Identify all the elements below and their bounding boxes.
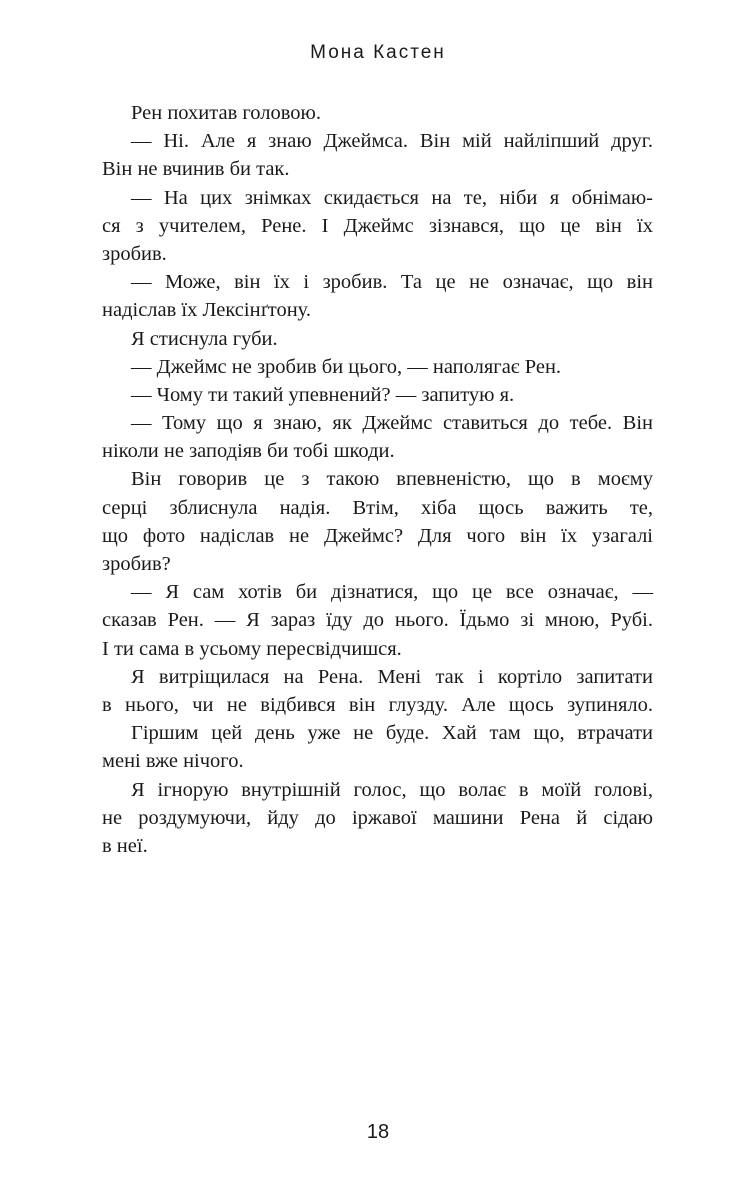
text-line: не роздумуючи, йду до іржавої машини Рена й сідаю xyxy=(102,806,653,829)
text-line: Він говорив це з такою впевненістю, що в моєму xyxy=(131,468,653,491)
text-line: в неї. xyxy=(102,834,148,857)
body-text xyxy=(102,99,653,860)
text-line: — Може, він їх і зробив. Та це не означає, що він xyxy=(131,271,653,294)
text-line: Я стиснула губи. xyxy=(131,327,278,350)
text-line: — Джеймс не зробив би цього, — наполягає Рен. xyxy=(131,355,562,378)
text-line: ніколи не заподіяв би тобі шкоди. xyxy=(102,440,395,463)
text-line: ся з учителем, Рене. І Джеймс зізнався, що це він їх xyxy=(102,214,653,237)
text-line: Він не вчинив би так. xyxy=(102,158,290,181)
text-line: мені вже нічого. xyxy=(102,750,244,773)
text-line: — На цих знімках скидається на те, ніби я обнімаю- xyxy=(131,186,653,209)
running-header: Мона Кастен xyxy=(310,42,446,63)
text-line: що фото надіслав не Джеймс? Для чого він їх узагалі xyxy=(102,524,653,547)
text-line: Рен похитав головою. xyxy=(131,102,321,124)
text-line: надіслав їх Лексінґтону. xyxy=(102,299,312,322)
text-line: — Тому що я знаю, як Джеймс ставиться до тебе. Він xyxy=(131,412,653,435)
text-line: зробив? xyxy=(102,553,171,575)
page-number: 18 xyxy=(366,1121,390,1143)
text-line: — Чому ти такий упевнений? — запитую я. xyxy=(131,383,515,406)
text-line: в нього, чи не відбився він глузду. Але щось зупиняло. xyxy=(102,693,653,716)
text-line: сказав Рен. — Я зараз їду до нього. Їдьмо зі мною, Рубі. xyxy=(102,609,653,632)
text-line: — Я сам хотів би дізнатися, що це все означає, — xyxy=(131,581,653,604)
text-line: Гіршим цей день уже не буде. Хай там що, втрачати xyxy=(131,722,653,745)
text-line: зробив. xyxy=(102,242,167,265)
text-line: І ти сама в усьому пересвідчишся. xyxy=(102,637,402,660)
text-line: серці зблиснула надія. Втім, хіба щось важить те, xyxy=(102,496,653,519)
text-line: Я витріщилася на Рена. Мені так і кортіло запитати xyxy=(131,665,653,688)
text-line: — Ні. Але я знаю Джеймса. Він мій найліпший друг. xyxy=(131,130,653,153)
text-line: Я ігнорую внутрішній голос, що волає в моїй голові, xyxy=(131,778,653,801)
